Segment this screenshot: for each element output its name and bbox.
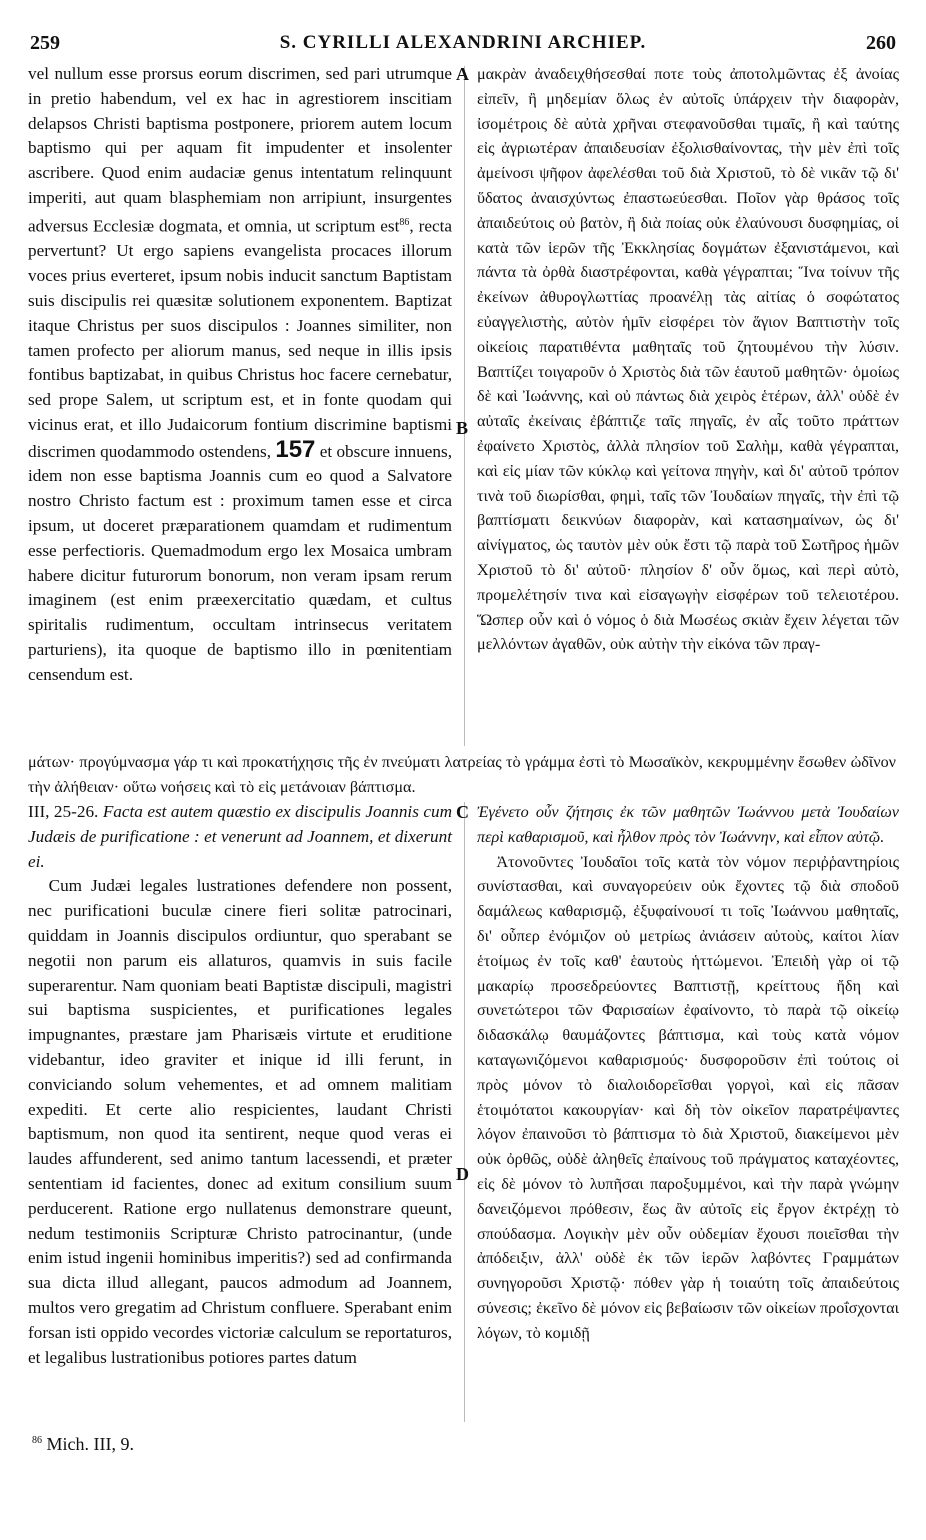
column-number: 157 xyxy=(275,435,316,463)
footnote-ref: 86 xyxy=(399,216,410,228)
page-number-left: 259 xyxy=(30,32,60,54)
column-rule-bottom xyxy=(464,802,465,1422)
lemma-reference: III, 25-26. xyxy=(28,802,99,821)
latin-column-bottom xyxy=(28,800,452,1370)
latin-lemma xyxy=(28,800,452,874)
section-marker-c: C xyxy=(456,802,469,822)
greek-span-paragraph: μάτων· προγύμνασμα γάρ τι καὶ προκατήχησις τῆς ἐν πνεύματι λατρείας τὸ γράμμα ἐστὶ τὸ Μωσαϊκὸν, κεκρυμμένην ἔσωθεν ὠδῖνον τὴν ἀλήθειαν· οὕτω νοήσεις καὶ τὸ εἰς μετάνοιαν βάπτισμα. xyxy=(28,753,896,796)
greek-column-top xyxy=(477,62,899,657)
latin-text-part-1: vel nullum esse prorsus eorum discrimen, sed pari utrumque in pretio habendum, vel ex hac in agrestiorem inscitiam delapsos Christi baptisma postponere, priorem autem locum baptismo qui per aquam fit impudenter et insolenter ascribere. Quod enim audaciæ genus intentatum relinquunt imperiti, aut quam blasphemiam non arripiunt, insurgentes adversus Ecclesiæ dogmata, et omnia, ut scriptum est xyxy=(28,64,452,236)
greek-column-bottom xyxy=(477,800,899,1346)
running-title: S. CYRILLI ALEXANDRINI ARCHIEP. xyxy=(279,32,647,53)
latin-commentary: Cum Judæi legales lustrationes defendere non possent, nec purificationi buculæ cinere fieri solitæ patrocinari, quiddam in Joannis discipulos ordiuntur, quo sperabant se negotii non parum eis allaturos, quamvis in suis facile superarentur. Nam quoniam beati Baptistæ discipuli, magistri sui baptisma suspicientes, et purificationes legales impugnantes, præstare jam Pharisæis virtute et eruditione videbantur, ideo graviter et inique id illi ferunt, in conviciando solum vehementes, et ad omnem malitiam expediti. Et certe alio respicientes, laudant Christi baptismum, non quod ita sentirent, neque quod veras ei laudes affunderent, sed animo tantum lacessendi, et præter sententiam id facientes, donec ad exitum consilium suum perducerent. Ratione ergo nullatenus demonstrare queunt, nedum testimoniis Scripturæ Christo patrocinantur, (unde enim istud ingenii hominibus imperitis?) sed ad confirmanda sua dicta illud allegant, paucos admodum ad Joannem, multos vero gregatim ad Christum confluere. Sperabant enim forsan isti oppido vecordes victoriæ calculum se reportaturos, et legalibus lustrationibus potiores partes datum xyxy=(28,876,452,1367)
footnote xyxy=(32,1434,134,1455)
latin-text-part-2: , recta pervertunt? Ut ergo sapiens evangelista procaces illorum voces prius everteret, ipsum nobis inducit sanctum Baptistam suis discipulis rei quæsitæ solutionem exponentem. Baptizat itaque Christus per suos discipulos : Joannes similiter, non tamen profecto per aliorum manus, sed neque in illis ipsis fontibus baptizabat, in quibus Christus hoc facere cernebatur, sed prope Salem, ut scriptum est, et in fonte quodam qui vicinus erat, et illo Judaicorum fontium discrimine baptismi discrimen quodammodo ostendens, xyxy=(28,216,452,461)
section-marker-b: B xyxy=(456,418,469,438)
lemma-text: Facta est autem quæstio ex discipulis Joannis cum Judæis de purificatione : et venerunt ad Joannem, et dixerunt ei. xyxy=(28,802,452,871)
footnote-text: Mich. III, 9. xyxy=(46,1434,134,1454)
section-marker-d: D xyxy=(456,1164,469,1184)
greek-paragraph: μακρὰν ἀναδειχθήσεσθαί ποτε τοὺς ἀποτολμῶντας ἐξ ἀνοίας εἰπεῖν, ἢ μηδεμίαν ὅλως ἐν αὐτοῖς ὑπάρχειν τὴν διαφορὰν, ἰσομέτροις δὲ αὐτὰ χρῆναι στεφανοῦσθαι τιμαῖς, ἢ καὶ ταύτης εἰς ἀγριωτέραν ἀπαιδευσίαν ἐξολισθαίνοντας, τὴν μὲν ἐπὶ τοῖς ἀμείνοσι ψῆφον ἀφελέσθαι τοῦ διὰ Χριστοῦ, τὸ δὲ νικᾶν τῷ δι' ὕδατος ἀναισχύντως ἐπαστωεύεσθαι. Ποῖον γὰρ θράσος τοῖς ἀπαιδεύτοις οὐ βατὸν, ἢ διὰ ποίας οὐκ ἐλαύνουσι δυσφημίας, οἱ κατὰ τῶν ἱερῶν τῆς Ἐκκλησίας δογμάτων ἐξανιστάμενοι, καὶ πάντα τὰ ὀρθὰ διαστρέφονται, καθὰ γέγραπται; Ἵνα τοίνυν τῆς ἐκείνων ἀθυρογλωττίας προανέλῃ τὰς αἰτίας ὁ σοφώτατος εὐαγγελιστὴς, αὐτὸν ἡμῖν εἰσφέρει τὸν ἅγιον Βαπτιστὴν τοῖς οἰκείοις παρατιθέντα μαθηταῖς τοῦ ζητουμένου τὴν λύσιν. Βαπτίζει τοιγαροῦν ὁ Χριστὸς διὰ τῶν ἑαυτοῦ μαθητῶν· ὁμοίως δὲ καὶ Ἰωάννης, καὶ οὐ πάντως διὰ χειρὸς ἑτέρων, ἀλλ' οὐδὲ ἐν αὐταῖς ἐκείναις ἐβάπτιζε ταῖς πηγαῖς, ἐν αἷς τοῦτο πράττων ἐφαίνετο Χριστὸς, ἀλλὰ πλησίον τοῦ Σαλὴμ, καθὰ γέγραπται, καὶ εἰς μίαν τῶν κύκλῳ καὶ γείτονα πηγὴν, καὶ δι' αὐτοῦ τρόπον τινὰ τοῦ διωρίσθαι, φημὶ, ταῖς τῶν Ἰουδαίων πηγαῖς, τὴν ἐπὶ τῷ βαπτίσματι δεικνύων διαφορὰν, καὶ κατασημαίνων, ὡς δι' αἰνίγματος, ὡς ταυτὸν μὲν οὐκ ἔστι τῷ παρὰ τοῦ Σωτῆρος ἡμῶν Χριστοῦ τὸ δι' αὐτοῦ· πλησίον δ' οὖν ὅμως, καὶ περὶ αὐτὸ, προμελέτησίν τινα καὶ εἰσαγωγὴν εἰσφέρων τοῦ τελειοτέρου. Ὥσπερ οὖν καὶ ὁ νόμος ὁ διὰ Μωσέως σκιὰν ἔχειν λέγεται τῶν μελλόντων ἀγαθῶν, οὐκ αὐτὴν τὴν εἰκόνα τῶν πραγ- xyxy=(477,65,899,654)
greek-commentary: Ἀτονοῦντες Ἰουδαῖοι τοῖς κατὰ τὸν νόμον περιῤῥαντηρίοις συνίστασθαι, καὶ συναγορεύειν οὐκ ἔχοντες τῷ διὰ σποδοῦ δαμάλεως καθαρισμῷ, ἐξυφαίνουσί τι τοῖς Ἰωάννου μαθηταῖς, δι' οὗπερ ἐνόμιζον οὐ μετρίως ἀνιάσειν αὐτοὺς, καίτοι λίαν ἑτοίμως ἐν τοῖς καθ' ἑαυτοὺς ἡττώμενοι. Ἐπειδὴ γὰρ οἱ τῷ μακαρίῳ προσεδρεύοντες Βαπτιστῇ, κρείττους ἤδη καὶ συνετώτεροι τῶν Φαρισαίων ἐφαίνοντο, τὸ παρὰ τῷ οἰκείῳ διδασκάλῳ θαυμάζοντες βάπτισμα, καὶ τοὺς κατὰ νόμον καταγωνιζόμενοι καθαρισμούς· δυσφοροῦσιν ἐπὶ τούτοις οἱ πρὸς μόνον τὸ διαλοιδορεῖσθαι γοργοὶ, καὶ εἰς πᾶσαν ἑτοιμότατοι κακουργίαν· καὶ δὴ τὸν οἰκεῖον παρατρέψαντες λόγον ἐπαινοῦσι τὸ βάπτισμα τὸ διὰ Χριστοῦ, διακείμενοι μὲν οὐκ ὀρθῶς, οὐδὲ ἀληθεῖς ἐπαίνους τοῦ πράγματος καταχέοντες, εἰς δὲ μόνον τὸ λυπῆσαι παροξυμμένοι, καὶ τὴν παρὰ γνώμην δανειζόμενοι πρόθεσιν, ἕως ἂν αὐτοῖς εἰς ἔργον ἐκτρέχῃ τὸ σπούδασμα. Λογικὴν μὲν οὖν οὐδεμίαν ἔχουσι ποιεῖσθαι τὴν ἀπόδειξιν, ἀλλ' οὐδὲ ἐκ τῶν ἱερῶν λαβόντες Γραμμάτων συνηγοροῦσι Χριστῷ· πόθεν γὰρ ἡ τοιαύτη τοῖς ἀπαιδεύτοις σύνεσις; ἐκεῖνο δὲ μόνον εἰς βεβαίωσιν τῶν οἰκείων προΐσχονται λόγων, τὸ κομιδῇ xyxy=(477,852,899,1342)
section-marker-a: A xyxy=(456,64,469,84)
greek-lemma: Ἐγένετο οὖν ζήτησις ἐκ τῶν μαθητῶν Ἰωάννου μετὰ Ἰουδαίων περὶ καθαρισμοῦ, καὶ ἦλθον πρὸς τὸν Ἰωάννην, καὶ εἶπον αὐτῷ. xyxy=(477,803,899,846)
page-header xyxy=(30,32,896,62)
page-number-right: 260 xyxy=(866,32,896,54)
latin-paragraph xyxy=(28,62,452,688)
latin-column-top xyxy=(28,62,452,688)
footnote-mark: 86 xyxy=(32,1435,42,1446)
column-rule-top xyxy=(464,66,465,746)
greek-spanning-text xyxy=(28,750,896,800)
latin-text-part-3: et obscure innuens, idem non esse baptisma Joannis cum eo quod a Salvatore nostro Christo factum est : proximum tamen esse et circa ipsum, ut doceret præparationem quamdam et rudimentum esse perfectioris. Quemadmodum ergo lex Mosaica umbram habere dicitur futurorum bonorum, non veram ipsam rerum imaginem (est enim præexercitatio quædam, et cultus spiritalis rudimentum, occultam intrinsecus veritatem parturiens), ita quoque de baptismo illo in pœnitentiam censendum est. xyxy=(28,441,452,684)
